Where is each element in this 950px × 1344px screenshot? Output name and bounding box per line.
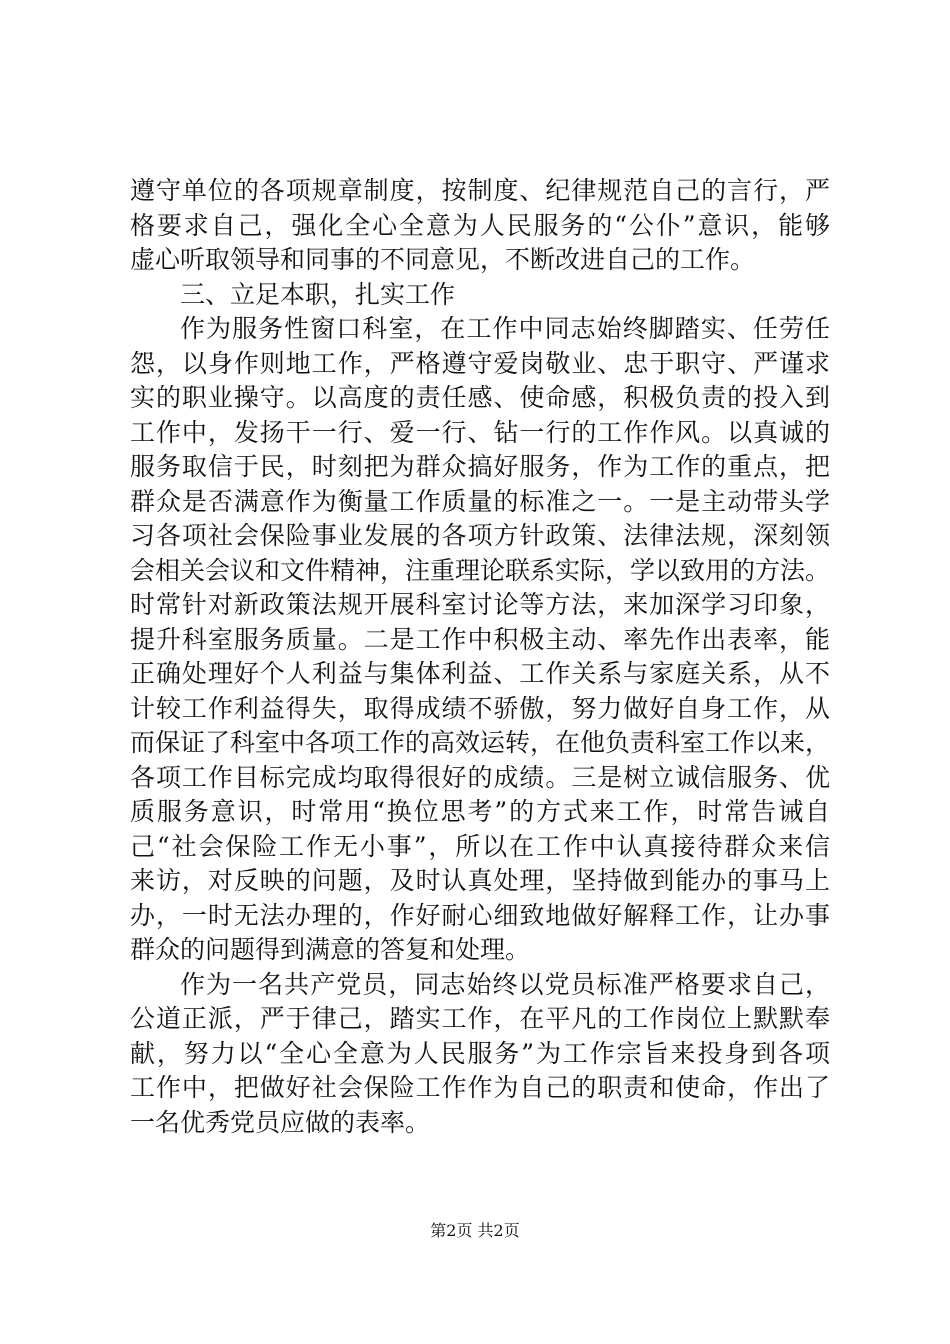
document-line: 群众的问题得到满意的答复和处理。: [130, 935, 531, 964]
document-line: 来访，对反映的问题，及时认真处理，坚持做到能办的事马上: [130, 866, 830, 895]
document-line: 三、立足本职，扎实工作: [180, 279, 456, 309]
page-footer: 第2页 共2页: [430, 1221, 520, 1240]
document-line: 公道正派，严于律己，踏实工作，在平凡的工作岗位上默默奉: [130, 1004, 830, 1033]
document-line: 群众是否满意作为衡量工作质量的标准之一。一是主动带头学: [130, 486, 830, 516]
document-line: 作为服务性窗口科室，在工作中同志始终脚踏实、任劳任: [180, 314, 830, 343]
document-line: 计较工作利益得失，取得成绩不骄傲，努力做好自身工作，从: [130, 693, 830, 723]
document-line: 质服务意识，时常用“换位思考”的方式来工作，时常告诫自: [130, 797, 830, 826]
document-body: [130, 174, 830, 1140]
document-line: 而保证了科室中各项工作的高效运转，在他负责科室工作以来，: [130, 728, 831, 757]
document-line: 虚心听取领导和同事的不同意见，不断改进自己的工作。: [130, 245, 756, 274]
document-line: 服务取信于民，时刻把为群众搞好服务，作为工作的重点，把: [130, 452, 830, 481]
document-line: 遵守单位的各项规章制度，按制度、纪律规范自己的言行，严: [130, 176, 830, 205]
document-line: 格要求自己，强化全心全意为人民服务的“公仆”意识，能够: [130, 210, 830, 240]
document-line: 时常针对新政策法规开展科室讨论等方法，来加深学习印象，: [130, 590, 830, 619]
document-line: 献，努力以“全心全意为人民服务”为工作宗旨来投身到各项: [130, 1038, 830, 1068]
document-line: 怨，以身作则地工作，严格遵守爱岗敬业、忠于职守、严谨求: [130, 348, 830, 378]
document-line: 作为一名共产党员，同志始终以党员标准严格要求自己，: [180, 969, 830, 999]
document-line: 习各项社会保险事业发展的各项方针政策、法律法规，深刻领: [130, 521, 830, 550]
document-line: 工作中，把做好社会保险工作作为自己的职责和使命，作出了: [130, 1073, 830, 1102]
document-line: 提升科室服务质量。二是工作中积极主动、率先作出表率，能: [130, 624, 830, 654]
document-line: 会相关会议和文件精神，注重理论联系实际，学以致用的方法。: [130, 555, 831, 585]
document-line: 工作中，发扬干一行、爱一行、钻一行的工作作风。以真诚的: [130, 417, 830, 447]
document-line: 办，一时无法办理的，作好耐心细致地做好解释工作，让办事: [130, 900, 830, 930]
document-line: 正确处理好个人利益与集体利益、工作关系与家庭关系，从不: [130, 659, 830, 688]
document-line: 各项工作目标完成均取得很好的成绩。三是树立诚信服务、优: [130, 762, 830, 792]
document-line: 一名优秀党员应做的表率。: [130, 1107, 431, 1137]
document-line: 实的职业操守。以高度的责任感、使命感，积极负责的投入到: [130, 383, 830, 412]
document-line: 己“社会保险工作无小事”，所以在工作中认真接待群众来信: [130, 831, 830, 861]
